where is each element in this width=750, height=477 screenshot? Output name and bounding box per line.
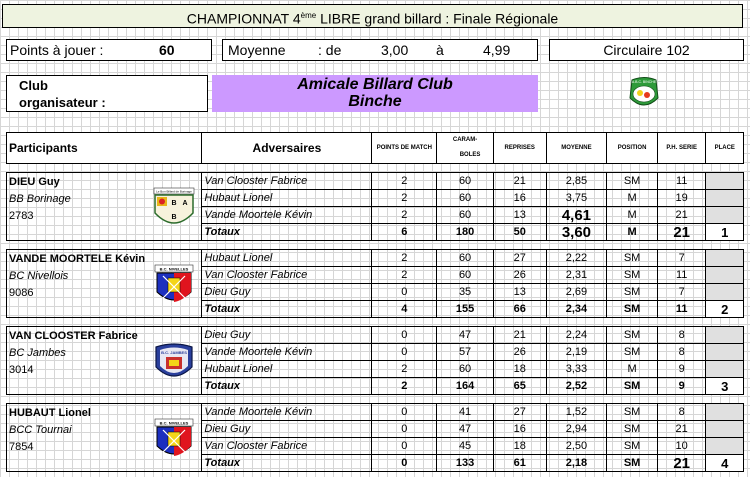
moyenne-cell: 2,19 xyxy=(546,344,607,361)
position-cell: SM xyxy=(607,378,658,395)
caramboles-cell: 57 xyxy=(437,344,494,361)
header-row xyxy=(7,133,744,164)
place-cell xyxy=(706,421,744,438)
participant-club: BC Nivellois xyxy=(9,270,69,282)
place-cell xyxy=(706,361,744,378)
ph-serie-cell: 9 xyxy=(657,378,706,395)
points-cell: 2 xyxy=(372,190,437,207)
place-cell xyxy=(706,207,744,224)
reprises-cell: 66 xyxy=(493,301,546,318)
points-value: 60 xyxy=(159,42,175,58)
place-cell: 3 xyxy=(706,378,744,395)
position-cell: M xyxy=(607,190,658,207)
totaux-label: Totaux xyxy=(202,378,372,395)
caramboles-cell: 60 xyxy=(437,190,494,207)
adversaire: Vande Moortele Kévin xyxy=(202,344,372,361)
caramboles-cell: 41 xyxy=(437,404,494,421)
svg-text:B.C. JAMBES: B.C. JAMBES xyxy=(161,350,188,355)
points-cell: 6 xyxy=(372,224,437,241)
adversaire: Vande Moortele Kévin xyxy=(202,404,372,421)
moyenne-de-label: : de xyxy=(318,42,342,58)
caramboles-cell: 60 xyxy=(437,207,494,224)
ph-serie-cell: 21 xyxy=(657,224,706,241)
place-cell xyxy=(706,327,744,344)
svg-text:B.C. NIVELLES: B.C. NIVELLES xyxy=(160,266,189,272)
reprises-cell: 16 xyxy=(493,190,546,207)
adversaire: Dieu Guy xyxy=(202,421,372,438)
participant-name: VAN CLOOSTER Fabrice xyxy=(9,330,138,342)
moyenne-cell: 2,34 xyxy=(546,301,607,318)
reprises-cell: 26 xyxy=(493,267,546,284)
bb-borinage-shield-icon xyxy=(153,187,195,231)
place-cell xyxy=(706,438,744,455)
participant-licence: 7854 xyxy=(9,441,34,453)
position-cell: SM xyxy=(607,404,658,421)
place-cell xyxy=(706,250,744,267)
place-cell xyxy=(706,344,744,361)
reprises-cell: 27 xyxy=(493,404,546,421)
col-caramboles: CARAM- BOLES xyxy=(437,133,494,164)
position-cell: SM xyxy=(607,284,658,301)
reprises-cell: 50 xyxy=(493,224,546,241)
player-block xyxy=(7,173,744,250)
points-cell: 2 xyxy=(372,207,437,224)
bc-nivelles-shield-icon xyxy=(153,264,195,308)
ph-serie-cell: 19 xyxy=(657,190,706,207)
circulaire-box xyxy=(549,39,744,61)
table-row xyxy=(7,250,744,267)
ph-serie-cell: 8 xyxy=(657,404,706,421)
col-position: POSITION xyxy=(607,133,658,164)
col-participants: Participants xyxy=(7,133,202,164)
caramboles-cell: 60 xyxy=(437,173,494,190)
moyenne-cell: 4,61 xyxy=(546,207,607,224)
player-block xyxy=(7,404,744,472)
position-cell: SM xyxy=(607,438,658,455)
ph-serie-cell: 21 xyxy=(657,207,706,224)
participant-cell xyxy=(7,250,202,318)
adversaire: Van Clooster Fabrice xyxy=(202,267,372,284)
participant-cell xyxy=(7,327,202,395)
moyenne-cell: 3,60 xyxy=(546,224,607,241)
player-block xyxy=(7,250,744,327)
caramboles-cell: 155 xyxy=(437,301,494,318)
reprises-cell: 21 xyxy=(493,173,546,190)
reprises-cell: 26 xyxy=(493,344,546,361)
col-adversaires: Adversaires xyxy=(202,133,372,164)
caramboles-cell: 45 xyxy=(437,438,494,455)
participant-name: DIEU Guy xyxy=(9,176,60,188)
position-cell: SM xyxy=(607,267,658,284)
totaux-label: Totaux xyxy=(202,301,372,318)
points-cell: 4 xyxy=(372,301,437,318)
moyenne-label: Moyenne xyxy=(228,42,286,58)
participant-licence: 3014 xyxy=(9,364,34,376)
ph-serie-cell: 8 xyxy=(657,327,706,344)
svg-text:B.C. NIVELLES: B.C. NIVELLES xyxy=(160,420,189,426)
moyenne-cell: 3,33 xyxy=(546,361,607,378)
moyenne-cell: 2,69 xyxy=(546,284,607,301)
svg-text:B: B xyxy=(171,214,177,221)
bc-jambes-shield-icon xyxy=(153,341,195,385)
club-label: Club organisateur : xyxy=(6,75,208,112)
adversaire: Vande Moortele Kévin xyxy=(202,207,372,224)
participant-cell xyxy=(7,173,202,241)
points-cell: 2 xyxy=(372,250,437,267)
col-place: PLACE xyxy=(706,133,744,164)
reprises-cell: 18 xyxy=(493,361,546,378)
points-cell: 0 xyxy=(372,327,437,344)
reprises-cell: 27 xyxy=(493,250,546,267)
position-cell: M xyxy=(607,224,658,241)
place-cell: 2 xyxy=(706,301,744,318)
svg-text:A.B.C. BINCHE: A.B.C. BINCHE xyxy=(631,80,657,84)
position-cell: SM xyxy=(607,173,658,190)
totaux-label: Totaux xyxy=(202,455,372,472)
ph-serie-cell: 11 xyxy=(657,301,706,318)
moyenne-cell: 2,18 xyxy=(546,455,607,472)
reprises-cell: 18 xyxy=(493,438,546,455)
points-cell: 0 xyxy=(372,421,437,438)
place-cell xyxy=(706,173,744,190)
ph-serie-cell: 9 xyxy=(657,361,706,378)
moyenne-cell: 3,75 xyxy=(546,190,607,207)
col-moyenne: MOYENNE xyxy=(546,133,607,164)
points-cell: 0 xyxy=(372,284,437,301)
reprises-cell: 21 xyxy=(493,327,546,344)
caramboles-cell: 47 xyxy=(437,421,494,438)
participant-licence: 2783 xyxy=(9,210,34,222)
points-cell: 0 xyxy=(372,404,437,421)
reprises-cell: 13 xyxy=(493,284,546,301)
ph-serie-cell: 21 xyxy=(657,421,706,438)
table-row xyxy=(7,173,744,190)
circulaire-label: Circulaire 102 xyxy=(603,42,690,58)
place-cell xyxy=(706,284,744,301)
participant-licence: 9086 xyxy=(9,287,34,299)
adversaire: Hubaut Lionel xyxy=(202,250,372,267)
bc-nivelles-shield-icon xyxy=(153,418,195,462)
reprises-cell: 13 xyxy=(493,207,546,224)
caramboles-cell: 164 xyxy=(437,378,494,395)
position-cell: SM xyxy=(607,250,658,267)
points-box xyxy=(6,39,212,61)
points-cell: 0 xyxy=(372,438,437,455)
moyenne-max: 4,99 xyxy=(483,42,511,58)
place-cell: 4 xyxy=(706,455,744,472)
totaux-label: Totaux xyxy=(202,224,372,241)
col-points-de-match: POINTS DE MATCH xyxy=(372,133,437,164)
results-table xyxy=(6,132,744,472)
place-cell xyxy=(706,267,744,284)
ph-serie-cell: 7 xyxy=(657,250,706,267)
reprises-cell: 16 xyxy=(493,421,546,438)
club-name: Amicale Billard Club Binche xyxy=(212,75,538,112)
svg-text:Le Bon Billard de Borinage: Le Bon Billard de Borinage xyxy=(156,189,193,194)
svg-text:A: A xyxy=(182,200,188,207)
caramboles-cell: 60 xyxy=(437,250,494,267)
place-cell xyxy=(706,404,744,421)
points-label: Points à jouer : xyxy=(10,42,104,58)
place-cell: 1 xyxy=(706,224,744,241)
moyenne-cell: 2,52 xyxy=(546,378,607,395)
col-reprises: REPRISES xyxy=(493,133,546,164)
ph-serie-cell: 10 xyxy=(657,438,706,455)
points-cell: 2 xyxy=(372,361,437,378)
ph-serie-cell: 7 xyxy=(657,284,706,301)
participant-name: VANDE MOORTELE Kévin xyxy=(9,253,146,265)
position-cell: M xyxy=(607,207,658,224)
moyenne-box xyxy=(222,39,538,61)
page-title: CHAMPIONNAT 4ème LIBRE grand billard : Finale Régionale xyxy=(2,4,743,28)
position-cell: SM xyxy=(607,301,658,318)
points-cell: 0 xyxy=(372,455,437,472)
position-cell: SM xyxy=(607,327,658,344)
caramboles-cell: 180 xyxy=(437,224,494,241)
moyenne-cell: 2,22 xyxy=(546,250,607,267)
adversaire: Dieu Guy xyxy=(202,284,372,301)
caramboles-cell: 60 xyxy=(437,267,494,284)
participant-name: HUBAUT Lionel xyxy=(9,407,91,419)
position-cell: SM xyxy=(607,421,658,438)
player-block xyxy=(7,327,744,404)
svg-text:B: B xyxy=(171,200,177,207)
ph-serie-cell: 11 xyxy=(657,173,706,190)
moyenne-cell: 2,50 xyxy=(546,438,607,455)
points-cell: 2 xyxy=(372,378,437,395)
caramboles-cell: 60 xyxy=(437,361,494,378)
participant-cell xyxy=(7,404,202,472)
ph-serie-cell: 11 xyxy=(657,267,706,284)
caramboles-cell: 35 xyxy=(437,284,494,301)
table-row xyxy=(7,327,744,344)
adversaire: Hubaut Lionel xyxy=(202,361,372,378)
caramboles-cell: 47 xyxy=(437,327,494,344)
adversaire: Hubaut Lionel xyxy=(202,190,372,207)
reprises-cell: 65 xyxy=(493,378,546,395)
ph-serie-cell: 21 xyxy=(657,455,706,472)
col-ph-serie: P.H. SERIE xyxy=(657,133,706,164)
participant-club: BB Borinage xyxy=(9,193,71,205)
moyenne-cell: 2,31 xyxy=(546,267,607,284)
position-cell: SM xyxy=(607,455,658,472)
participant-club: BC Jambes xyxy=(9,347,66,359)
moyenne-min: 3,00 xyxy=(381,42,409,58)
points-cell: 2 xyxy=(372,173,437,190)
participant-club: BCC Tournai xyxy=(9,424,72,436)
reprises-cell: 61 xyxy=(493,455,546,472)
adversaire: Van Clooster Fabrice xyxy=(202,173,372,190)
moyenne-cell: 2,94 xyxy=(546,421,607,438)
moyenne-cell: 2,85 xyxy=(546,173,607,190)
adversaire: Van Clooster Fabrice xyxy=(202,438,372,455)
points-cell: 2 xyxy=(372,267,437,284)
place-cell xyxy=(706,190,744,207)
points-cell: 0 xyxy=(372,344,437,361)
position-cell: M xyxy=(607,361,658,378)
ph-serie-cell: 8 xyxy=(657,344,706,361)
moyenne-cell: 1,52 xyxy=(546,404,607,421)
caramboles-cell: 133 xyxy=(437,455,494,472)
moyenne-a-label: à xyxy=(436,42,444,58)
abc-binche-logo-icon xyxy=(614,76,674,112)
position-cell: SM xyxy=(607,344,658,361)
moyenne-cell: 2,24 xyxy=(546,327,607,344)
adversaire: Dieu Guy xyxy=(202,327,372,344)
table-row xyxy=(7,404,744,421)
